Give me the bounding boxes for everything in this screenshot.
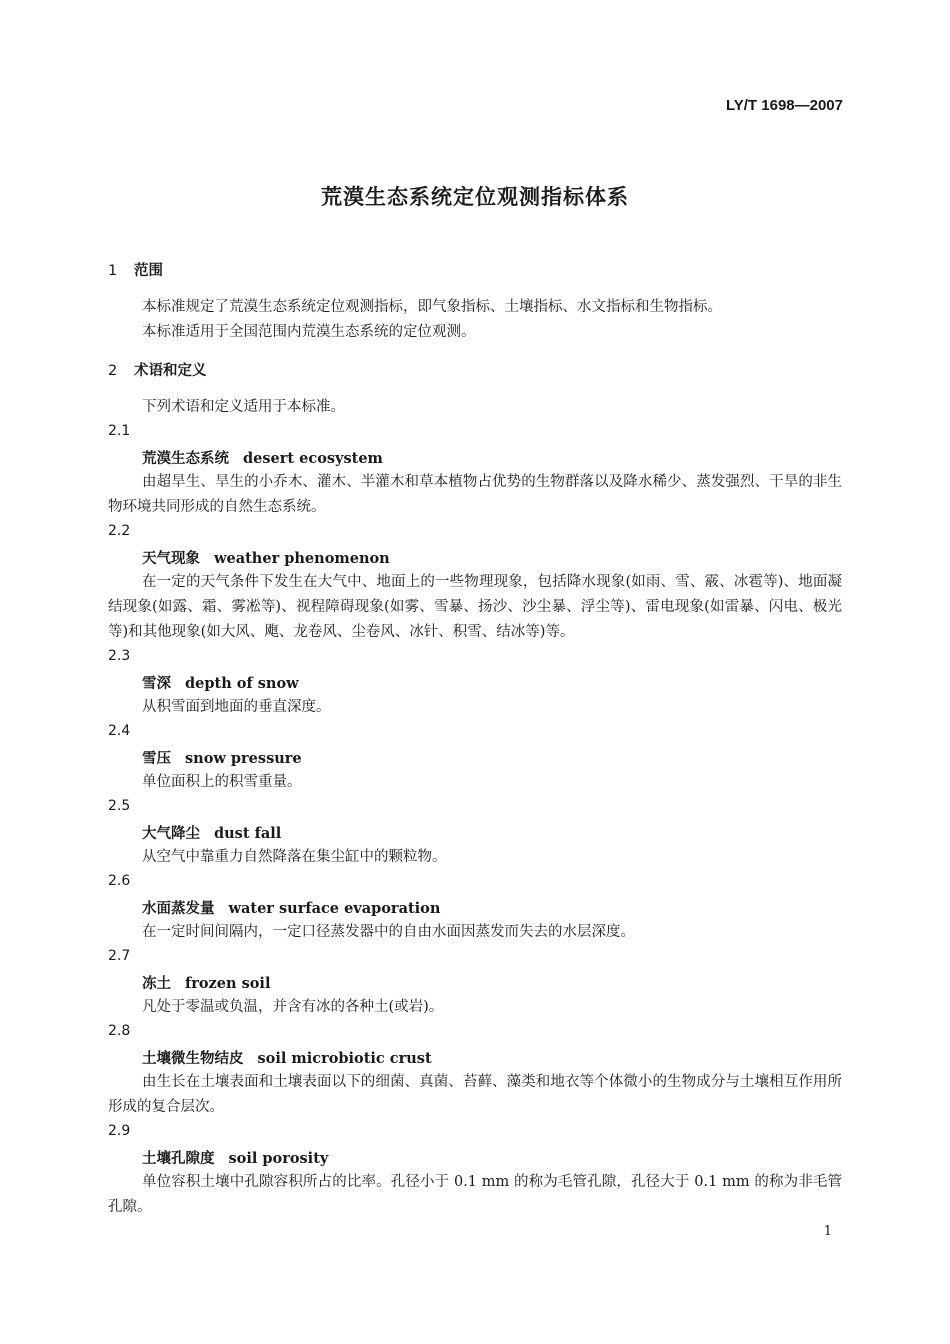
term-number: 2.5 [108,798,131,814]
term-definition: 从积雪面到地面的垂直深度。 [142,699,331,715]
term-zh: 雪深 [142,676,171,692]
document-title: 荒漠生态系统定位观测指标体系 [321,185,629,209]
term-en: dust fall [214,825,282,842]
term-zh: 冻土 [142,976,171,992]
term-definition: 由生长在土壤表面和土壤表面以下的细菌、真菌、苔藓、藻类和地衣等个体微小的生物成分与土壤相互作用所形成的复合层次。 [108,1074,842,1115]
term-zh: 天气现象 [142,551,200,567]
section-heading-scope [108,259,163,280]
term-en: water surface evaporation [228,900,441,917]
term-definition: 单位容积土壤中孔隙容积所占的比率。孔径小于 0.1 mm 的称为毛管孔隙，孔径大于 0.1 mm 的称为非毛管孔隙。 [108,1174,842,1215]
term-number: 2.4 [108,723,131,739]
term-heading [142,547,390,568]
section-heading-terms [108,359,207,380]
term-definition: 由超旱生、旱生的小乔木、灌木、半灌木和草本植物占优势的生物群落以及降水稀少、蒸发强烈、干旱的非生物环境共同形成的自然生态系统。 [108,474,842,515]
term-en: weather phenomenon [214,550,390,567]
term-heading [142,1147,328,1168]
term-zh: 雪压 [142,751,171,767]
term-en: soil porosity [228,1150,329,1167]
term-heading [142,897,440,918]
page-number: 1 [823,1224,832,1239]
section-number: 1 [108,263,118,279]
term-en: soil microbiotic crust [257,1050,432,1067]
term-number: 2.7 [108,948,131,964]
term-number: 2.2 [108,523,131,539]
term-definition: 在一定的天气条件下发生在大气中、地面上的一些物理现象，包括降水现象(如雨、雪、霰、冰雹等)、地面凝结现象(如露、霜、雾凇等)、视程障碍现象(如雾、雪暴、扬沙、沙尘暴、浮尘等)、雷电现象(如雷暴、闪电、极光等)和其他现象(如大风、飑、龙卷风、尘卷风、冰针、积雪、结冰等)等。 [108,574,842,640]
scope-paragraph-2: 本标准适用于全国范围内荒漠生态系统的定位观测。 [142,324,476,340]
term-number: 2.6 [108,873,131,889]
term-definition: 凡处于零温或负温，并含有冰的各种土(或岩)。 [142,999,444,1015]
terms-intro: 下列术语和定义适用于本标准。 [142,399,345,415]
term-heading [142,972,270,993]
term-en: depth of snow [185,675,299,692]
term-zh: 荒漠生态系统 [142,451,229,467]
term-definition: 在一定时间间隔内，一定口径蒸发器中的自由水面因蒸发而失去的水层深度。 [142,924,635,940]
term-heading [142,447,383,468]
section-title: 范围 [134,263,163,279]
term-heading [142,672,299,693]
term-zh: 大气降尘 [142,826,200,842]
term-heading [142,1047,432,1068]
scope-paragraph-1: 本标准规定了荒漠生态系统定位观测指标，即气象指标、土壤指标、水文指标和生物指标。 [142,299,722,315]
section-number: 2 [108,363,118,379]
term-number: 2.9 [108,1123,131,1139]
term-zh: 土壤微生物结皮 [142,1051,244,1067]
term-heading [142,747,302,768]
term-zh: 土壤孔隙度 [142,1151,215,1167]
term-number: 2.3 [108,648,131,664]
term-en: frozen soil [185,975,271,992]
term-number: 2.8 [108,1023,131,1039]
term-en: desert ecosystem [243,450,383,467]
term-definition: 单位面积上的积雪重量。 [142,774,302,790]
standard-code: LY/T 1698—2007 [725,97,843,114]
term-number: 2.1 [108,423,131,439]
term-zh: 水面蒸发量 [142,901,215,917]
term-definition: 从空气中靠重力自然降落在集尘缸中的颗粒物。 [142,849,447,865]
term-heading [142,822,281,843]
term-en: snow pressure [185,750,302,767]
section-title: 术语和定义 [134,363,207,379]
